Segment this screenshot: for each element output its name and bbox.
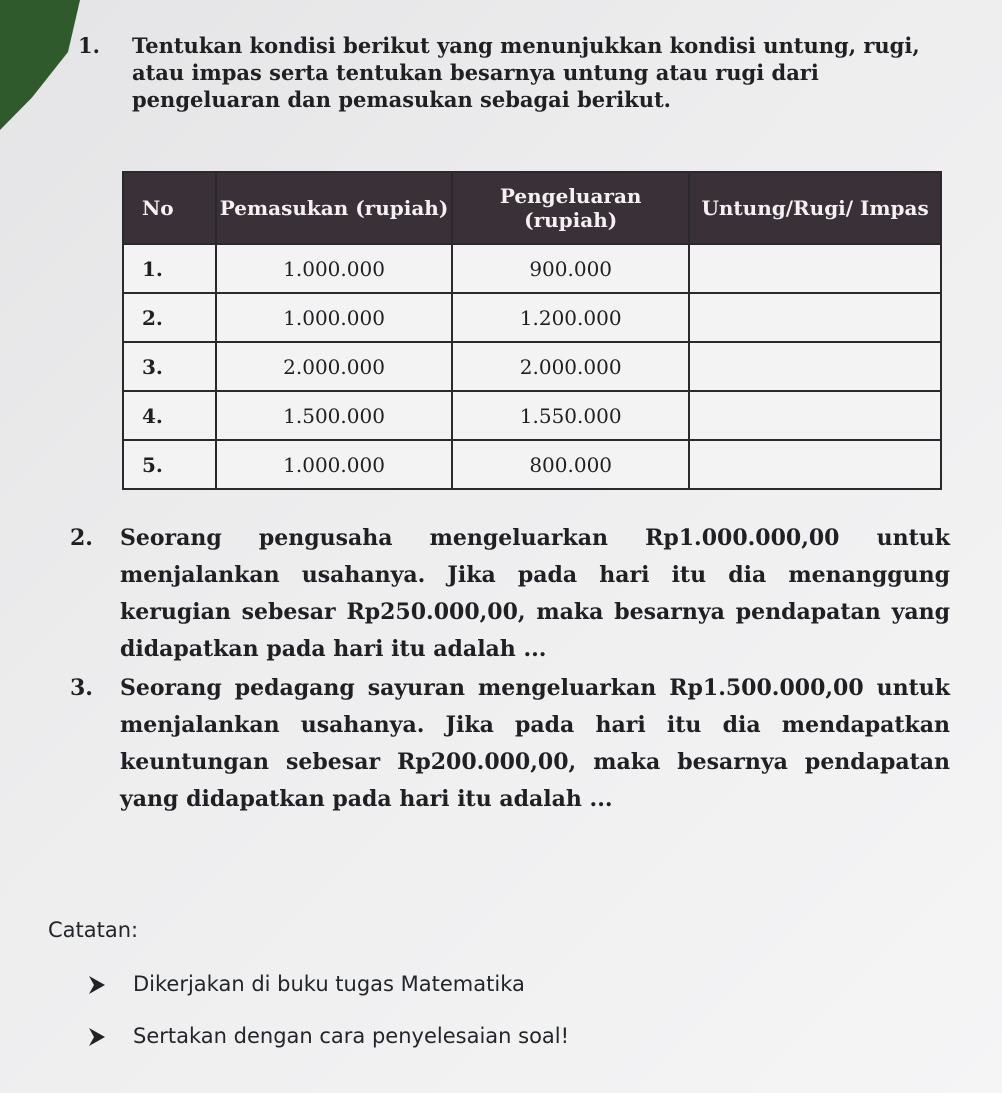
row-pengeluaran: 900.000 (452, 244, 689, 293)
row-no: 4. (123, 391, 216, 440)
header-pemasukan: Pemasukan (rupiah) (216, 172, 452, 244)
row-pemasukan: 1.000.000 (216, 244, 452, 293)
note-text: Dikerjakan di buku tugas Matematika (133, 972, 525, 996)
row-pemasukan: 1.000.000 (216, 440, 452, 489)
row-hasil (689, 244, 941, 293)
notes-section (48, 918, 569, 1076)
header-hasil: Untung/Rugi/ Impas (689, 172, 941, 244)
row-pemasukan: 2.000.000 (216, 342, 452, 391)
row-no: 3. (123, 342, 216, 391)
page-edge-background (0, 0, 80, 130)
note-item (48, 1024, 569, 1048)
table-row (123, 293, 941, 342)
row-hasil (689, 342, 941, 391)
table-header-row (123, 172, 941, 244)
question-1-number: 1. (78, 33, 100, 58)
question-1-text: Tentukan kondisi berikut yang menunjukkan kondisi untung, rugi, atau impas serta tentukan besarnya untung atau rugi dari pengeluaran dan pemasukan sebagai berikut. (132, 33, 920, 112)
row-no: 2. (123, 293, 216, 342)
row-hasil (689, 440, 941, 489)
row-hasil (689, 293, 941, 342)
question-2-number: 2. (70, 525, 93, 551)
table-row (123, 342, 941, 391)
row-pemasukan: 1.500.000 (216, 391, 452, 440)
row-pengeluaran: 1.200.000 (452, 293, 689, 342)
row-hasil (689, 391, 941, 440)
arrow-bullet-icon (88, 975, 106, 995)
arrow-bullet-icon (88, 1027, 106, 1047)
row-pengeluaran: 2.000.000 (452, 342, 689, 391)
question-1 (78, 32, 928, 113)
table-row (123, 244, 941, 293)
row-pemasukan: 1.000.000 (216, 293, 452, 342)
question-3 (70, 670, 950, 818)
header-pengeluaran: Pengeluaran (rupiah) (452, 172, 689, 244)
question-2 (70, 520, 950, 668)
header-no: No (123, 172, 216, 244)
notes-title: Catatan: (48, 918, 139, 942)
profit-loss-table (122, 171, 942, 490)
note-item (48, 972, 569, 996)
question-3-number: 3. (70, 675, 93, 701)
table-row (123, 440, 941, 489)
table-row (123, 391, 941, 440)
question-2-text: Seorang pengusaha mengeluarkan Rp1.000.000,00 untuk menjalankan usahanya. Jika pada hari itu dia menanggung kerugian sebesar Rp250.000,00, maka besarnya pendapatan yang didapatkan pada hari itu adalah ... (120, 525, 950, 662)
row-pengeluaran: 1.550.000 (452, 391, 689, 440)
note-text: Sertakan dengan cara penyelesaian soal! (133, 1024, 570, 1048)
row-no: 1. (123, 244, 216, 293)
question-3-text: Seorang pedagang sayuran mengeluarkan Rp1.500.000,00 untuk menjalankan usahanya. Jika pada hari itu dia mendapatkan keuntungan sebesar Rp200.000,00, maka besarnya pendapatan yang didapatkan pada hari itu adalah ... (120, 675, 950, 812)
row-no: 5. (123, 440, 216, 489)
row-pengeluaran: 800.000 (452, 440, 689, 489)
